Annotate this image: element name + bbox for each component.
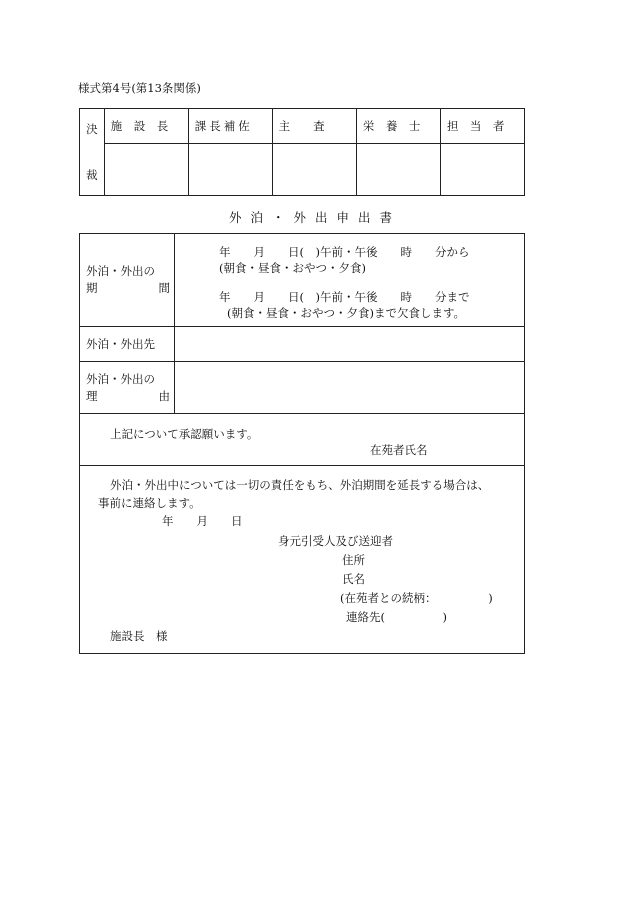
period-label-char-2: 間: [158, 281, 170, 295]
form-reference: 様式第4号(第13条関係): [78, 81, 201, 95]
period-to-meals: (朝食・昼食・おやつ・夕食)まで欠食します。: [227, 306, 466, 320]
reason-label: [80, 362, 175, 414]
request-text: 上記について承認願います。: [110, 427, 259, 441]
guardian-title: 身元引受人及び送迎者: [278, 534, 393, 548]
approval-stamp-deputy-chief[interactable]: [188, 144, 272, 196]
approval-stamp-dietitian[interactable]: [356, 144, 440, 196]
approval-header-supervisor: 主 査: [272, 109, 356, 144]
approval-header-deputy-chief: 課長補佐: [188, 109, 272, 144]
pledge-section: [80, 466, 525, 654]
destination-field[interactable]: [175, 327, 525, 362]
reason-label-line1: 外泊・外出の: [86, 371, 155, 386]
period-from-line: 年 月 日( )午前・午後 時 分から: [219, 245, 470, 259]
approval-stamp-supervisor[interactable]: [272, 144, 356, 196]
approval-side-char-1: 決: [86, 122, 98, 136]
approval-header-dietitian: 栄 養 士: [356, 109, 440, 144]
guardian-relationship: (在苑者との続柄： ): [340, 591, 493, 605]
period-field[interactable]: [175, 234, 525, 327]
guardian-name-label: 氏名: [342, 572, 365, 586]
period-from-meals: (朝食・昼食・おやつ・夕食): [219, 261, 366, 275]
approval-stamp-staff[interactable]: [440, 144, 524, 196]
approval-table: [79, 108, 525, 196]
period-label: [80, 234, 175, 327]
approval-side-label: [80, 109, 105, 196]
reason-label-char-1: 理: [86, 388, 98, 403]
approval-stamp-facility-director[interactable]: [104, 144, 188, 196]
period-to-line: 年 月 日( )午前・午後 時 分まで: [219, 290, 470, 304]
approval-side-char-2: 裁: [86, 168, 98, 182]
resident-name-label: 在苑者氏名: [370, 443, 428, 457]
destination-label: 外泊・外出先: [80, 327, 175, 362]
document-title: 外泊・外出申出書: [228, 210, 401, 225]
approval-header-facility-director: 施 設 長: [104, 109, 188, 144]
approval-header-staff: 担 当 者: [440, 109, 524, 144]
reason-field[interactable]: [175, 362, 525, 414]
application-table: [79, 233, 525, 654]
guardian-address-label: 住所: [342, 553, 365, 567]
guardian-contact: 連絡先( ): [346, 610, 447, 624]
period-label-line1: 外泊・外出の: [86, 264, 155, 278]
request-section: [80, 414, 525, 466]
reason-label-char-2: 由: [158, 388, 170, 403]
pledge-text-line2: 事前に連絡します。: [98, 496, 201, 510]
pledge-date: 年 月 日: [162, 514, 243, 528]
addressee: 施設長 様: [110, 629, 168, 643]
pledge-text-line1: 外泊・外出中については一切の責任をもち、外泊期間を延長する場合は、: [110, 478, 490, 492]
period-label-char-1: 期: [86, 281, 98, 295]
